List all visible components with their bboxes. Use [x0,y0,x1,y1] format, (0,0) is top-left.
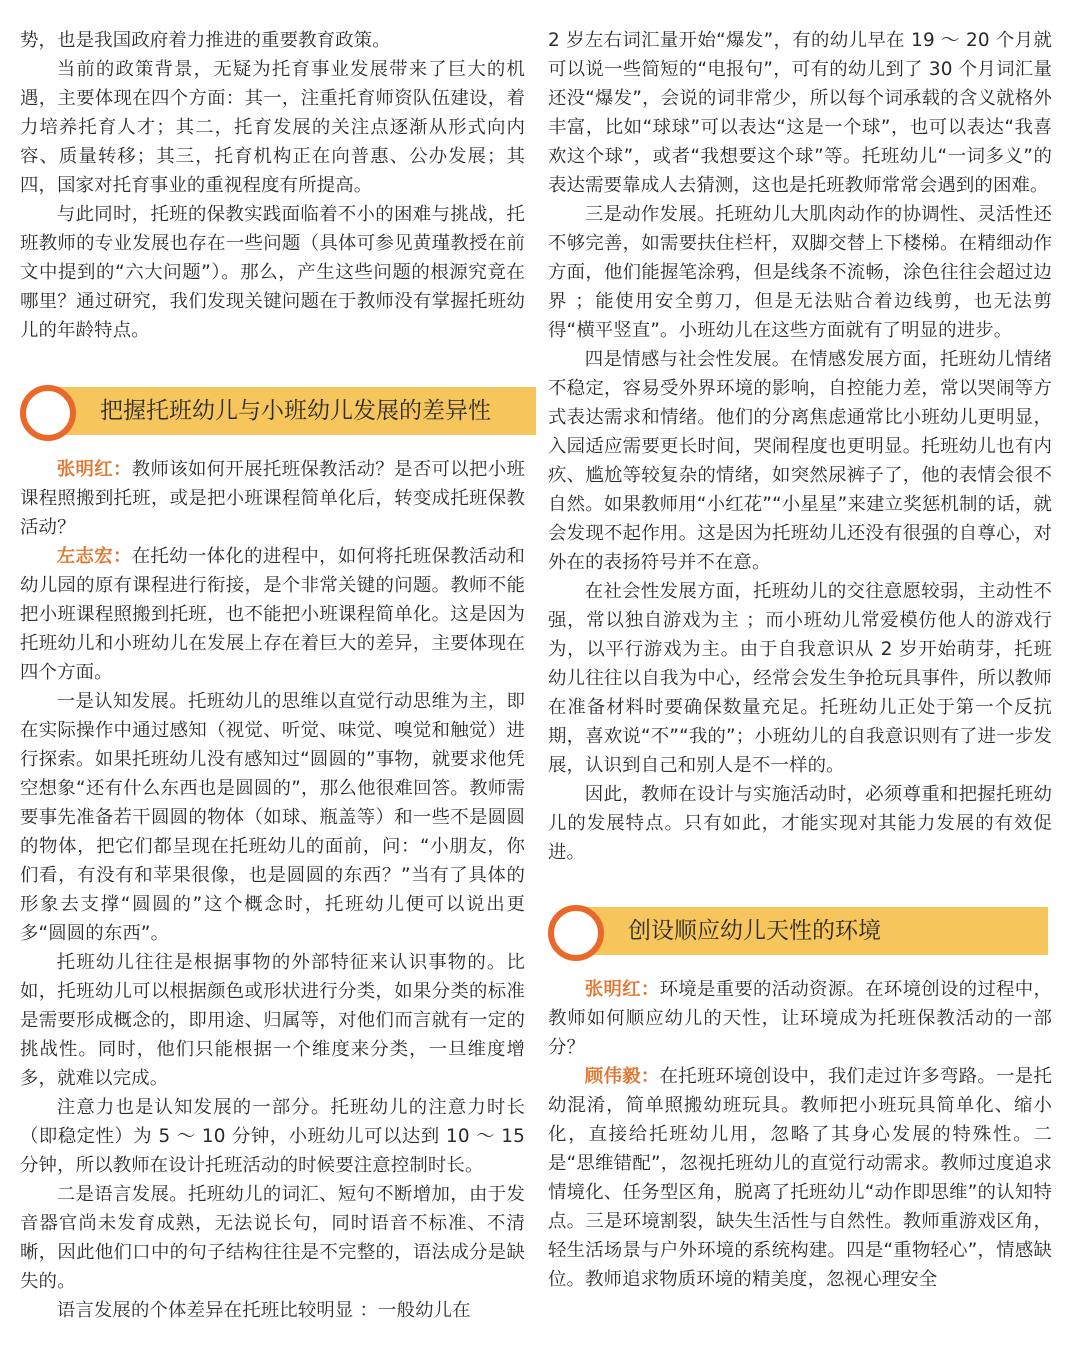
left-column [20,26,525,1325]
body-paragraph: 在社会性发展方面，托班幼儿的交往意愿较弱，主动性不强，常以独自游戏为主 ；而小班幼儿常爱模仿他人的游戏行为，以平行游戏为主。由于自我意识从 2 岁开始萌芽，托班幼儿往往以自我为中心，经常会发生争抢玩具事件，所以教师在准备材料时要确保数量充足。托班幼儿正处于第一个反抗期，喜欢说“不”“我的”；小班幼儿的自我意识则有了进一步发展，认识到自己和别人是不一样的。 [548,581,1052,776]
body-paragraph: 三是动作发展。托班幼儿大肌肉动作的协调性、灵活性还不够完善，如需要扶住栏杆，双脚交替上下楼梯。在精细动作方面，他们能握笔涂鸦，但是线条不流畅，涂色往往会超过边界 ；能使用安全剪刀，但是无法贴合着边线剪，也无法剪得“横平竖直”。小班幼儿在这些方面就有了明显的进步。 [548,204,1052,341]
body-paragraph: 注意力也是认知发展的一部分。托班幼儿的注意力时长（即稳定性）为 5 ～ 10 分钟，小班幼儿可以达到 10 ～ 15 分钟，所以教师在设计托班活动的时候要注意控制时长。 [20,1097,525,1176]
speaker-name: 左志宏： [56,546,132,567]
body-paragraph: 2 岁左右词汇量开始“爆发”，有的幼儿早在 19 ～ 20 个月就可以说一些简短的“电报句”，可有的幼儿到了 30 个月词汇量还没“爆发”，会说的词非常少，所以每个词承载的含义就格外丰富，比如“球球”可以表达“这是一个球”，也可以表达“我喜欢这个球”，或者“我想要这个球”等。托班幼儿“一词多义”的表达需要靠成人去猜测，这也是托班教师常常会遇到的困难。 [548,30,1052,196]
answer-text: 在托幼一体化的进程中，如何将托班保教活动和幼儿园的原有课程进行衔接，是个非常关键的问题。教师不能把小班课程照搬到托班，也不能把小班课程简单化。这是因为托班幼儿和小班幼儿在发展上存在着巨大的差异，主要体现在四个方面。 [20,546,525,683]
circle-ring-icon [548,905,604,961]
section-heading-environment [548,905,1052,959]
right-column [548,26,1052,1294]
question-text: 教师该如何开展托班保教活动？是否可以把小班课程照搬到托班，或是把小班课程简单化后，转变成托班保教活动？ [20,459,525,538]
body-paragraph: 二是语言发展。托班幼儿的词汇、短句不断增加，由于发音器官尚未发育成熟，无法说长句，同时语音不标准、不清晰，因此他们口中的句子结构往往是不完整的，语法成分是缺失的。 [20,1184,525,1292]
body-paragraph: 语言发展的个体差异在托班比较明显 ：一般幼儿在 [56,1300,471,1321]
intro-paragraph: 当前的政策背景，无疑为托育事业发展带来了巨大的机遇，主要体现在四个方面：其一，注重托育师资队伍建设，着力培养托育人才；其二，托育发展的关注点逐渐从形式向内容、质量转移；其三，托育机构正在向普惠、公办发展；其四，国家对托育事业的重视程度有所提高。 [20,59,525,196]
question-paragraph [548,975,1052,1062]
intro-paragraph: 与此同时，托班的保教实践面临着不小的困难与挑战，托班教师的专业发展也存在一些问题（具体可参见黄瑾教授在前文中提到的“六大问题”）。那么，产生这些问题的根源究竟在哪里？通过研究，我们发现关键问题在于教师没有掌握托班幼儿的年龄特点。 [20,204,525,341]
answer-text: 在托班环境创设中，我们走过许多弯路。一是托幼混淆，简单照搬幼班玩具。教师把小班玩具简单化、缩小化，直接给托班幼儿用，忽略了其身心发展的特殊性。二是“思维错配”，忽视托班幼儿的直觉行动需求。教师过度追求情境化、任务型区角，脱离了托班幼儿“动作即思维”的认知特点。三是环境割裂，缺失生活性与自然性。教师重游戏区角，轻生活场景与户外环境的系统构建。四是“重物轻心”，情感缺位。教师追求物质环境的精美度，忽视心理安全 [548,1066,1052,1290]
section-heading-development-difference [20,385,525,439]
answer-paragraph [20,542,525,687]
question-text: 环境是重要的活动资源。在环境创设的过程中，教师如何顺应幼儿的天性，让环境成为托班保教活动的一部分？ [548,979,1052,1058]
answer-paragraph [548,1062,1052,1294]
section-title: 创设顺应幼儿天性的环境 [628,918,881,944]
section-title: 把握托班幼儿与小班幼儿发展的差异性 [100,398,491,424]
intro-paragraph: 势，也是我国政府着力推进的重要教育政策。 [20,30,391,51]
speaker-name: 张明红： [56,459,132,480]
speaker-name: 顾伟毅： [584,1066,660,1087]
body-paragraph: 因此，教师在设计与实施活动时，必须尊重和把握托班幼儿的发展特点。只有如此，才能实现对其能力发展的有效促进。 [548,784,1052,863]
body-paragraph: 四是情感与社会性发展。在情感发展方面，托班幼儿情绪不稳定，容易受外界环境的影响，自控能力差，常以哭闹等方式表达需求和情绪。他们的分离焦虑通常比小班幼儿更明显，入园适应需要更长时间，哭闹程度也更明显。托班幼儿也有内疚、尴尬等较复杂的情绪，如突然尿裤子了，他的表情会很不自然。如果教师用“小红花”“小星星”来建立奖惩机制的话，就会发现不起作用。这是因为托班幼儿还没有很强的自尊心，对外在的表扬符号并不在意。 [548,349,1052,573]
speaker-name: 张明红： [584,979,660,1000]
body-paragraph: 托班幼儿往往是根据事物的外部特征来认识事物的。比如，托班幼儿可以根据颜色或形状进行分类，如果分类的标准是需要形成概念的，即用途、归属等，对他们而言就有一定的挑战性。同时，他们只能根据一个维度来分类，一旦维度增多，就难以完成。 [20,952,525,1089]
body-paragraph: 一是认知发展。托班幼儿的思维以直觉行动思维为主，即在实际操作中通过感知（视觉、听觉、味觉、嗅觉和触觉）进行探索。如果托班幼儿没有感知过“圆圆的”事物，就要求他凭空想象“还有什么东西也是圆圆的”，那么他很难回答。教师需要事先准备若干圆圆的物体（如球、瓶盖等）和一些不是圆圆的物体，把它们都呈现在托班幼儿的面前，问：“小朋友，你们看，有没有和苹果很像，也是圆圆的东西？”当有了具体的形象去支撑“圆圆的”这个概念时，托班幼儿便可以说出更多“圆圆的东西”。 [20,691,525,944]
question-paragraph [20,455,525,542]
circle-ring-icon [20,385,76,441]
